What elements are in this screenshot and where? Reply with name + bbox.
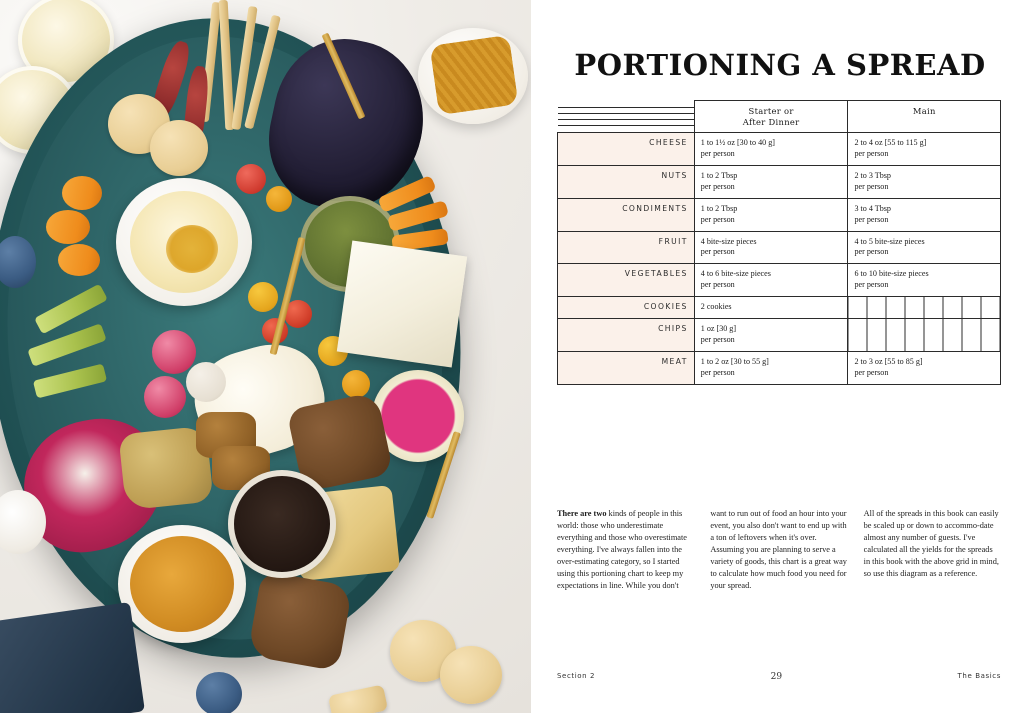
cell-line1: 1 oz [30 g] — [700, 324, 737, 334]
body-paragraph-2: want to run out of food an hour into your event, you also don't want to end up with a ton of leftovers when it's over. Assuming you are planning to serve a variety of goods, this chart is a great way to calculate how much food you need for your spread. — [710, 509, 847, 591]
cell-cookies-main-hatched — [848, 297, 1001, 319]
dip-contents — [130, 191, 238, 293]
row-label-vegetables: VEGETABLES — [558, 264, 695, 297]
cell-line2: per person — [700, 148, 735, 158]
honeycomb-plate — [418, 28, 528, 124]
cell-meat-main — [848, 351, 1001, 384]
cherry-tomato — [342, 370, 370, 398]
cherry-tomato — [236, 164, 266, 194]
cell-chips-starter — [694, 319, 848, 352]
cell-line1: 1 to 2 Tbsp — [700, 203, 738, 213]
cell-meat-starter — [694, 351, 848, 384]
cell-line2: per person — [700, 214, 735, 224]
radish — [152, 330, 196, 374]
cell-line1: 3 to 4 Tbsp — [854, 203, 891, 213]
cell-line1: 1 to 2 oz [30 to 55 g] — [700, 356, 769, 366]
row-label-nuts: NUTS — [558, 165, 695, 198]
cherry-tomato — [266, 186, 292, 212]
cell-line2: per person — [854, 280, 889, 290]
body-lead-in: There are two — [557, 509, 607, 518]
body-column-2 — [710, 508, 847, 592]
cell-condiments-main — [848, 198, 1001, 231]
cell-nuts-main — [848, 165, 1001, 198]
body-column-1 — [557, 508, 694, 592]
page-footer — [557, 672, 1001, 682]
cherry-tomato — [248, 282, 278, 312]
row-label-cookies: COOKIES — [558, 297, 695, 319]
decorative-rules — [558, 107, 694, 133]
jam-jar — [228, 470, 336, 578]
cracker — [440, 646, 502, 704]
radish — [186, 362, 226, 402]
cell-line2: per person — [854, 214, 889, 224]
row-label-condiments: CONDIMENTS — [558, 198, 695, 231]
table-row — [558, 319, 1001, 352]
cell-line1: 2 cookies — [700, 302, 732, 312]
cell-line1: 4 to 6 bite-size pieces — [700, 269, 771, 279]
body-copy — [557, 508, 1001, 592]
dried-apricot — [62, 176, 102, 210]
page-number: 29 — [770, 672, 783, 682]
cell-line1: 2 to 3 Tbsp — [854, 170, 891, 180]
cell-line1: 6 to 10 bite-size pieces — [854, 269, 929, 279]
cell-line1: 2 to 3 oz [55 to 85 g] — [854, 356, 923, 366]
honeycomb-piece — [430, 35, 519, 115]
row-label-fruit: FRUIT — [558, 231, 695, 264]
decorative-sphere — [196, 672, 242, 713]
page-title: PORTIONING A SPREAD — [574, 48, 986, 82]
cell-cheese-starter — [694, 133, 848, 166]
body-column-1-rest: kinds of people in this world: those who underestimate everything and those who overestimate everything. I've always fallen into the over-estimating category, so I started using this portioning chart to keep my expectations in line. While you don't — [557, 509, 687, 591]
cell-line2: per person — [854, 247, 889, 257]
footer-section: Section 2 — [557, 672, 596, 680]
roasted-chickpeas — [130, 536, 234, 632]
cell-line2: per person — [854, 181, 889, 191]
table-header-row — [558, 101, 1001, 133]
table-header — [558, 101, 1001, 133]
footer-chapter: The Basics — [957, 672, 1001, 680]
cell-vegetables-starter — [694, 264, 848, 297]
cell-vegetables-main — [848, 264, 1001, 297]
table-body — [558, 133, 1001, 385]
linen-napkin — [0, 602, 145, 713]
table-row — [558, 165, 1001, 198]
radish — [144, 376, 186, 418]
cell-line1: 4 bite-size pieces — [700, 236, 757, 246]
table-row — [558, 264, 1001, 297]
body-paragraph-3: All of the spreads in this book can easily be scaled up or down to accommo-date almost any number of guests. I've calculated all the yields for the spreads in this book with the above grid in mind, so use this diagram as a reference. — [863, 509, 999, 579]
cell-line2: per person — [700, 181, 735, 191]
olive-oil-pool — [166, 225, 218, 273]
table-header-corner — [558, 101, 695, 133]
cell-line1: 2 to 4 oz [55 to 115 g] — [854, 138, 927, 147]
cell-line2: per person — [700, 367, 735, 377]
table-row — [558, 231, 1001, 264]
table-row — [558, 297, 1001, 319]
cell-line2: per person — [700, 335, 735, 345]
dried-apricot — [46, 210, 90, 244]
portioning-table — [557, 100, 1001, 385]
row-label-chips: CHIPS — [558, 319, 695, 352]
table-row — [558, 133, 1001, 166]
seeded-bread-slice — [247, 571, 353, 672]
cell-nuts-starter — [694, 165, 848, 198]
cell-line1: 4 to 5 bite-size pieces — [854, 236, 925, 246]
table-row — [558, 351, 1001, 384]
cell-fruit-starter — [694, 231, 848, 264]
chart-page — [531, 0, 1024, 713]
column-header-starter — [694, 101, 848, 133]
column-header-starter-line1: Starter or — [748, 106, 794, 116]
column-header-starter-line2: After Dinner — [742, 116, 800, 127]
roasted-chickpeas-bowl — [118, 525, 246, 643]
cracker — [150, 120, 208, 176]
blue-cheese-wedge — [337, 240, 467, 367]
cell-fruit-main — [848, 231, 1001, 264]
dip-bowl — [116, 178, 252, 306]
cell-cookies-starter — [694, 297, 848, 319]
cell-line1: 1 to 2 Tbsp — [700, 170, 738, 180]
cell-line2: per person — [700, 280, 735, 290]
column-header-main: Main — [848, 101, 1001, 133]
cell-line1: 1 to 1½ oz [30 to 40 g] — [700, 138, 775, 147]
cell-chips-main-hatched — [848, 319, 1001, 352]
cell-cheese-main — [848, 133, 1001, 166]
row-label-meat: MEAT — [558, 351, 695, 384]
cell-line2: per person — [700, 247, 735, 257]
cell-line2: per person — [854, 367, 889, 377]
row-label-cheese: CHEESE — [558, 133, 695, 166]
body-paragraph-1 — [557, 508, 694, 592]
cell-condiments-starter — [694, 198, 848, 231]
table-row — [558, 198, 1001, 231]
dried-apricot — [58, 244, 100, 276]
cell-line2: per person — [854, 148, 889, 158]
body-column-3 — [864, 508, 1001, 592]
